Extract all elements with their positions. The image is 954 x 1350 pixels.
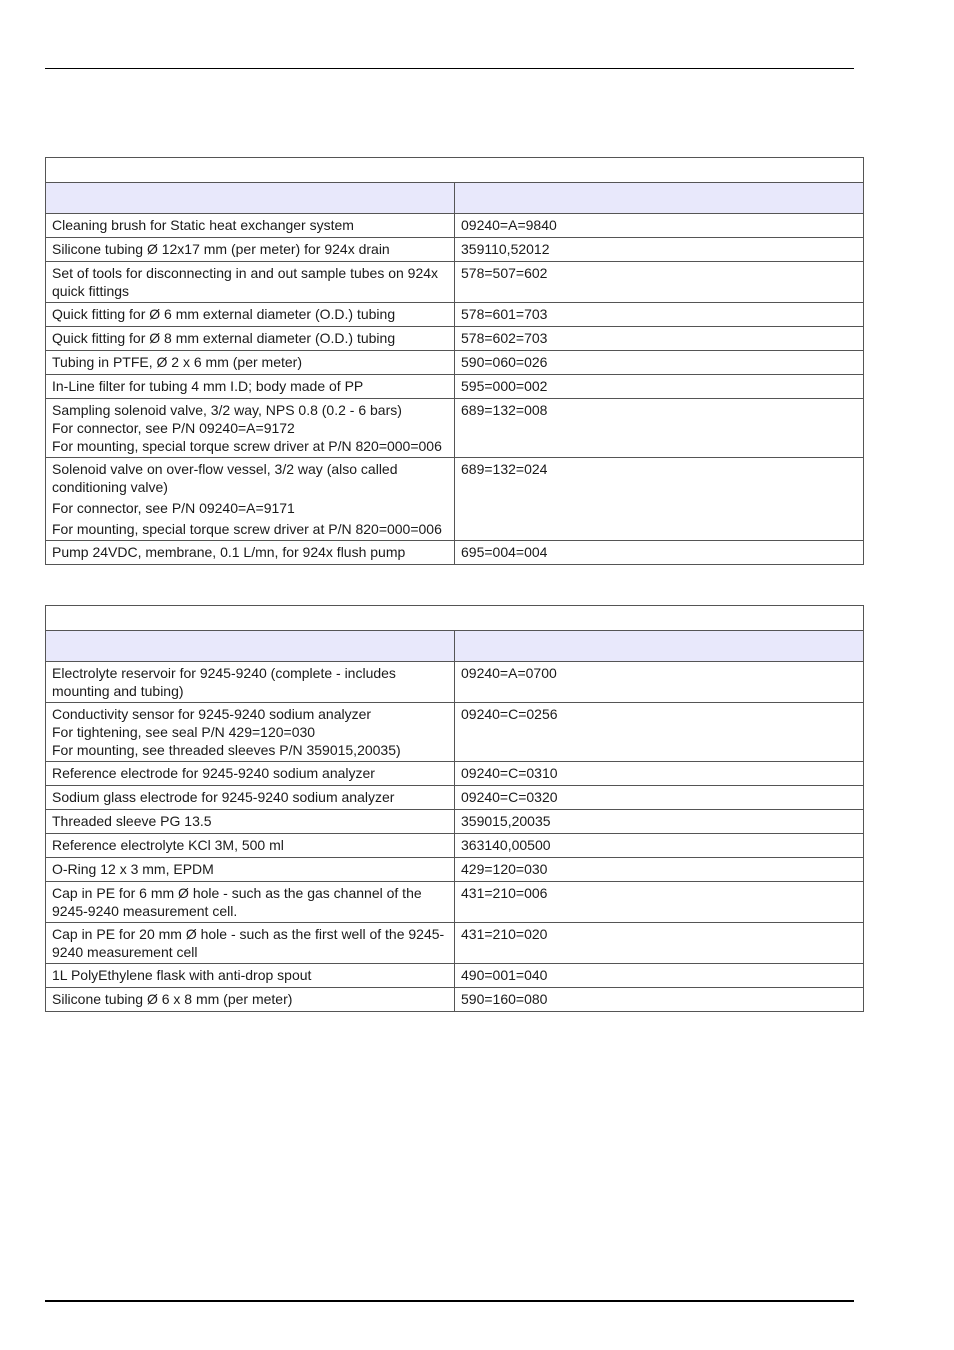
description-cell bbox=[46, 541, 455, 565]
description-line: Quick fitting for Ø 8 mm external diameter (O.D.) tubing bbox=[52, 330, 396, 346]
header-rule bbox=[45, 68, 854, 69]
description-cell bbox=[46, 238, 455, 262]
description-cell bbox=[46, 923, 455, 964]
description-line: Reference electrolyte KCl 3M, 500 ml bbox=[52, 837, 284, 853]
table-row bbox=[46, 762, 864, 786]
part-number-cell: 359015,20035 bbox=[455, 810, 864, 834]
table-row bbox=[46, 703, 864, 762]
description-line: Cleaning brush for Static heat exchanger system bbox=[52, 217, 354, 233]
description-cell bbox=[46, 327, 455, 351]
part-number-header-cell bbox=[455, 183, 864, 214]
description-cell bbox=[46, 351, 455, 375]
part-number-cell: 429=120=030 bbox=[455, 858, 864, 882]
table-row bbox=[46, 923, 864, 964]
description-cell bbox=[46, 375, 455, 399]
table-row bbox=[46, 351, 864, 375]
table-row bbox=[46, 458, 864, 541]
description-line: Silicone tubing Ø 12x17 mm (per meter) for 924x drain bbox=[52, 241, 390, 257]
description-cell bbox=[46, 834, 455, 858]
part-number-cell: 590=060=026 bbox=[455, 351, 864, 375]
table-row bbox=[46, 399, 864, 458]
description-line: For mounting, see threaded sleeves P/N 359015,20035) bbox=[52, 742, 401, 758]
description-line: Reference electrode for 9245-9240 sodium analyzer bbox=[52, 765, 375, 781]
table-title-cell bbox=[46, 158, 864, 183]
description-cell bbox=[46, 858, 455, 882]
table-header-row bbox=[46, 183, 864, 214]
description-line: Quick fitting for Ø 6 mm external diameter (O.D.) tubing bbox=[52, 306, 396, 322]
part-number-cell: 09240=A=0700 bbox=[455, 662, 864, 703]
description-line: 1L PolyEthylene flask with anti-drop spout bbox=[52, 967, 312, 983]
description-cell bbox=[46, 786, 455, 810]
part-number-cell: 09240=C=0256 bbox=[455, 703, 864, 762]
description-line: Electrolyte reservoir for 9245-9240 (complete - includes mounting and tubing) bbox=[52, 665, 396, 699]
description-line: For connector, see P/N 09240=A=9171 bbox=[52, 500, 295, 516]
table-header-row bbox=[46, 631, 864, 662]
table-title-row bbox=[46, 158, 864, 183]
table-row bbox=[46, 327, 864, 351]
description-cell bbox=[46, 303, 455, 327]
description-cell bbox=[46, 988, 455, 1012]
description-cell bbox=[46, 703, 455, 762]
part-number-cell: 590=160=080 bbox=[455, 988, 864, 1012]
part-number-cell: 359110,52012 bbox=[455, 238, 864, 262]
description-line: Conductivity sensor for 9245-9240 sodium analyzer bbox=[52, 706, 372, 722]
description-line: O-Ring 12 x 3 mm, EPDM bbox=[52, 861, 214, 877]
table-row bbox=[46, 834, 864, 858]
parts-table-2 bbox=[45, 605, 864, 1012]
table-row bbox=[46, 375, 864, 399]
table-row bbox=[46, 786, 864, 810]
table-row bbox=[46, 662, 864, 703]
table-title-cell bbox=[46, 606, 864, 631]
description-header-cell bbox=[46, 631, 455, 662]
description-line: Set of tools for disconnecting in and out sample tubes on 924x quick fittings bbox=[52, 265, 439, 299]
table-row bbox=[46, 238, 864, 262]
table-row bbox=[46, 303, 864, 327]
description-line: Solenoid valve on over-flow vessel, 3/2 way (also called conditioning valve) bbox=[52, 461, 398, 495]
part-number-header-cell bbox=[455, 631, 864, 662]
part-number-cell: 695=004=004 bbox=[455, 541, 864, 565]
description-cell bbox=[46, 810, 455, 834]
description-cell bbox=[46, 762, 455, 786]
description-line: Cap in PE for 20 mm Ø hole - such as the first well of the 9245-9240 measurement cell bbox=[52, 926, 445, 960]
description-cell bbox=[46, 399, 455, 458]
description-cell bbox=[46, 262, 455, 303]
description-line: For mounting, special torque screw driver at P/N 820=000=006 bbox=[52, 521, 442, 537]
footer-rule bbox=[45, 1300, 854, 1302]
description-line: In-Line filter for tubing 4 mm I.D; body made of PP bbox=[52, 378, 364, 394]
description-line: Cap in PE for 6 mm Ø hole - such as the gas channel of the 9245-9240 measurement cell. bbox=[52, 885, 422, 919]
part-number-cell: 431=210=020 bbox=[455, 923, 864, 964]
table-row bbox=[46, 858, 864, 882]
description-cell bbox=[46, 882, 455, 923]
table-row bbox=[46, 214, 864, 238]
part-number-cell: 09240=C=0320 bbox=[455, 786, 864, 810]
description-cell bbox=[46, 662, 455, 703]
description-line: Sampling solenoid valve, 3/2 way, NPS 0.8 (0.2 - 6 bars) bbox=[52, 402, 402, 418]
part-number-cell: 09240=A=9840 bbox=[455, 214, 864, 238]
part-number-cell: 431=210=006 bbox=[455, 882, 864, 923]
parts-table-1 bbox=[45, 157, 864, 565]
table-row bbox=[46, 882, 864, 923]
description-line: Pump 24VDC, membrane, 0.1 L/mn, for 924x flush pump bbox=[52, 544, 406, 560]
part-number-cell: 689=132=008 bbox=[455, 399, 864, 458]
description-line: Sodium glass electrode for 9245-9240 sodium analyzer bbox=[52, 789, 395, 805]
part-number-cell: 09240=C=0310 bbox=[455, 762, 864, 786]
part-number-cell: 363140,00500 bbox=[455, 834, 864, 858]
description-line: For tightening, see seal P/N 429=120=030 bbox=[52, 724, 316, 740]
part-number-cell: 578=601=703 bbox=[455, 303, 864, 327]
description-line: For connector, see P/N 09240=A=9172 bbox=[52, 420, 295, 436]
table-row bbox=[46, 541, 864, 565]
description-cell bbox=[46, 214, 455, 238]
description-header-cell bbox=[46, 183, 455, 214]
description-cell bbox=[46, 964, 455, 988]
table-row bbox=[46, 810, 864, 834]
table-row bbox=[46, 964, 864, 988]
part-number-cell: 578=507=602 bbox=[455, 262, 864, 303]
table-row bbox=[46, 988, 864, 1012]
table-title-row bbox=[46, 606, 864, 631]
description-line: Silicone tubing Ø 6 x 8 mm (per meter) bbox=[52, 991, 293, 1007]
table-row bbox=[46, 262, 864, 303]
description-line: Threaded sleeve PG 13.5 bbox=[52, 813, 212, 829]
description-cell bbox=[46, 458, 455, 541]
part-number-cell: 490=001=040 bbox=[455, 964, 864, 988]
description-line: For mounting, special torque screw driver at P/N 820=000=006 bbox=[52, 438, 442, 454]
part-number-cell: 595=000=002 bbox=[455, 375, 864, 399]
description-line: Tubing in PTFE, Ø 2 x 6 mm (per meter) bbox=[52, 354, 302, 370]
part-number-cell: 689=132=024 bbox=[455, 458, 864, 541]
part-number-cell: 578=602=703 bbox=[455, 327, 864, 351]
